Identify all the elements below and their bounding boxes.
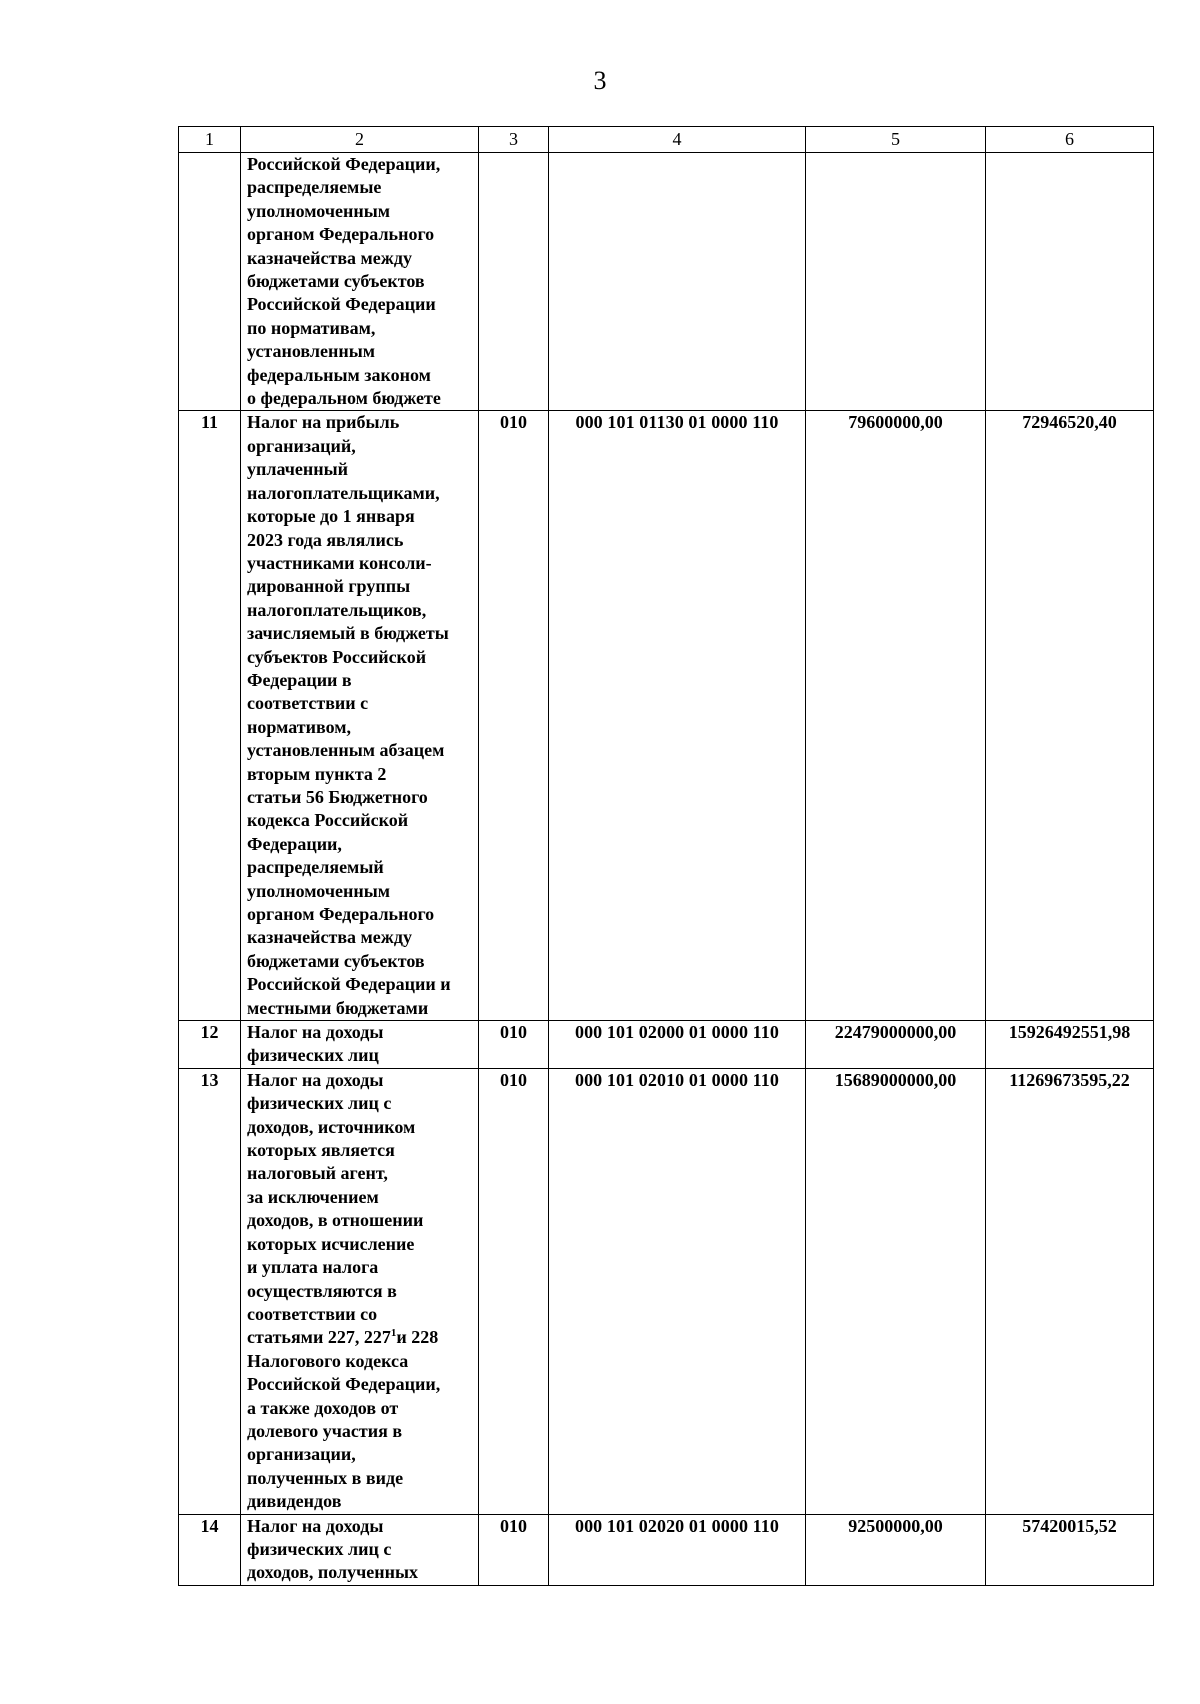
row-classification-code: 000 101 02010 01 0000 110 bbox=[549, 1068, 806, 1514]
table-row bbox=[179, 1021, 1154, 1069]
table-row bbox=[179, 153, 1154, 411]
row-fact-amount bbox=[986, 153, 1154, 411]
row-description: Налог на доходы физических лиц с доходов, полученных bbox=[241, 1514, 479, 1585]
row-plan-amount: 92500000,00 bbox=[806, 1514, 986, 1585]
row-number: 13 bbox=[179, 1068, 241, 1514]
table-row bbox=[179, 1068, 1154, 1514]
row-code bbox=[479, 153, 549, 411]
header-col-1: 1 bbox=[179, 127, 241, 153]
row-plan-amount: 22479000000,00 bbox=[806, 1021, 986, 1069]
row-description bbox=[241, 1068, 479, 1514]
row-description: Налог на доходы физических лиц bbox=[241, 1021, 479, 1069]
header-col-2: 2 bbox=[241, 127, 479, 153]
row-code: 010 bbox=[479, 1068, 549, 1514]
row-classification-code: 000 101 02020 01 0000 110 bbox=[549, 1514, 806, 1585]
row-code: 010 bbox=[479, 1021, 549, 1069]
budget-table bbox=[178, 126, 1154, 1586]
header-col-6: 6 bbox=[986, 127, 1154, 153]
row-plan-amount: 79600000,00 bbox=[806, 411, 986, 1021]
row-code: 010 bbox=[479, 411, 549, 1021]
row-fact-amount: 72946520,40 bbox=[986, 411, 1154, 1021]
superscript-marker: 1 bbox=[390, 1327, 397, 1340]
row-plan-amount bbox=[806, 153, 986, 411]
row-number bbox=[179, 153, 241, 411]
header-col-3: 3 bbox=[479, 127, 549, 153]
row-description: Налог на прибыль организаций, уплаченный налогоплательщиками, которые до 1 января 2023 года являлись участниками консоли- дированной группы налогоплательщиков, зачисляемый в бюджеты субъектов Российской Федерации в соответствии с нормативом, установленным абзацем вторым пункта 2 статьи 56 Бюджетного кодекса Российской Федерации, распределяемый уполномоченным органом Федерального казначейства между бюджетами субъектов Российской Федерации и местными бюджетами bbox=[241, 411, 479, 1021]
header-col-5: 5 bbox=[806, 127, 986, 153]
row-number: 14 bbox=[179, 1514, 241, 1585]
row-number: 11 bbox=[179, 411, 241, 1021]
row-plan-amount: 15689000000,00 bbox=[806, 1068, 986, 1514]
table-row bbox=[179, 411, 1154, 1021]
row-code: 010 bbox=[479, 1514, 549, 1585]
row-description-part: Налог на доходы физических лиц с доходов, источником которых является налоговый агент, за исключением доходов, в отношении которых исчисление и уплата налога осуществляются в соответствии со статьями 227, 227 bbox=[247, 1069, 424, 1348]
row-classification-code: 000 101 02000 01 0000 110 bbox=[549, 1021, 806, 1069]
row-fact-amount: 11269673595,22 bbox=[986, 1068, 1154, 1514]
row-description: Российской Федерации, распределяемые уполномоченным органом Федерального казначейства между бюджетами субъектов Российской Федерации по нормативам, установленным федеральным законом о федеральном бюджете bbox=[241, 153, 479, 411]
row-classification-code bbox=[549, 153, 806, 411]
row-description-part: и 228 Налогового кодекса Российской Федерации, а также доходов от долевого участия в организации, полученных в виде дивидендов bbox=[247, 1327, 441, 1512]
table-row bbox=[179, 1514, 1154, 1585]
table-header-row bbox=[179, 127, 1154, 153]
row-number: 12 bbox=[179, 1021, 241, 1069]
row-classification-code: 000 101 01130 01 0000 110 bbox=[549, 411, 806, 1021]
header-col-4: 4 bbox=[549, 127, 806, 153]
row-fact-amount: 57420015,52 bbox=[986, 1514, 1154, 1585]
page-number: 3 bbox=[593, 66, 607, 95]
row-fact-amount: 15926492551,98 bbox=[986, 1021, 1154, 1069]
